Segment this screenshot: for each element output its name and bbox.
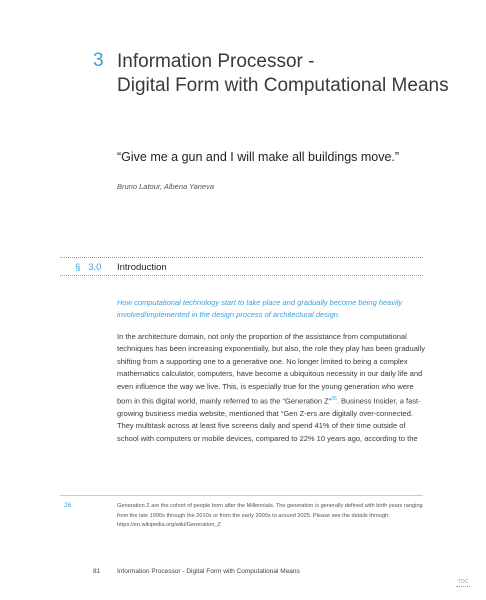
chapter-number: 3 [93,50,104,71]
footnote-number: 26 [64,502,72,509]
chapter-title [117,50,457,98]
intro-question: How computational technology start to take place and gradually become being heavily involved/implemented in the design process of architectural design. [117,298,403,319]
epigraph-authors: Bruno Latour, Albena Yaneva [117,182,215,191]
section-title: Introduction [117,262,167,273]
toc-link[interactable]: TOC [457,579,469,585]
page-number: 81 [93,568,101,575]
epigraph-quote: “Give me a gun and I will make all buildings move.” [117,150,400,164]
section-number-value: 3.0 [88,262,102,273]
toc-underline [456,586,470,587]
footnote-text: Generation Z are the cohort of people born after the Millennials. The generation is generally defined with birth years ranging from the late 1990s through the 2010s or from the early 2000s to around 2025. Please see the details through: https://en.wikipedia.org/wiki/Generation_Z [117,503,423,528]
section-divider-bottom [60,275,423,276]
section-divider-top [60,257,423,258]
running-title: Information Processor - Digital Form with Computational Means [117,568,300,575]
footnote-rule [60,495,423,496]
body-text-part1: In the architecture domain, not only the proportion of the assistance from computational techniques has been increasing exponentially, but also, the role they play has been gradually shifting from a supporting one to a generative one. No longer limited to being a complex mathematics calculator, computers, have become a ubiquitous necessity in our daily life and even influence the way we live. This, is especially true for the young generation who were born in this digital world, mainly referred to as the “Generation Z” [117,332,425,406]
section-symbol: § [75,262,81,273]
body-paragraph [117,331,425,445]
section-number [75,262,101,273]
chapter-title-line1: Information Processor - [117,51,315,72]
footnote-reference[interactable]: 26 [331,396,337,403]
chapter-title-line2: Digital Form with Computational Means [117,75,449,96]
body-text-part2: . Business Insider, a fast-growing business media website, mentioned that “Gen Z-ers are digitally over-connected. They multitask across at least five screens daily and spend 41% of their time outside of school with computers or mobile devices, compared to 22% 10 years ago, according to the [117,396,421,443]
